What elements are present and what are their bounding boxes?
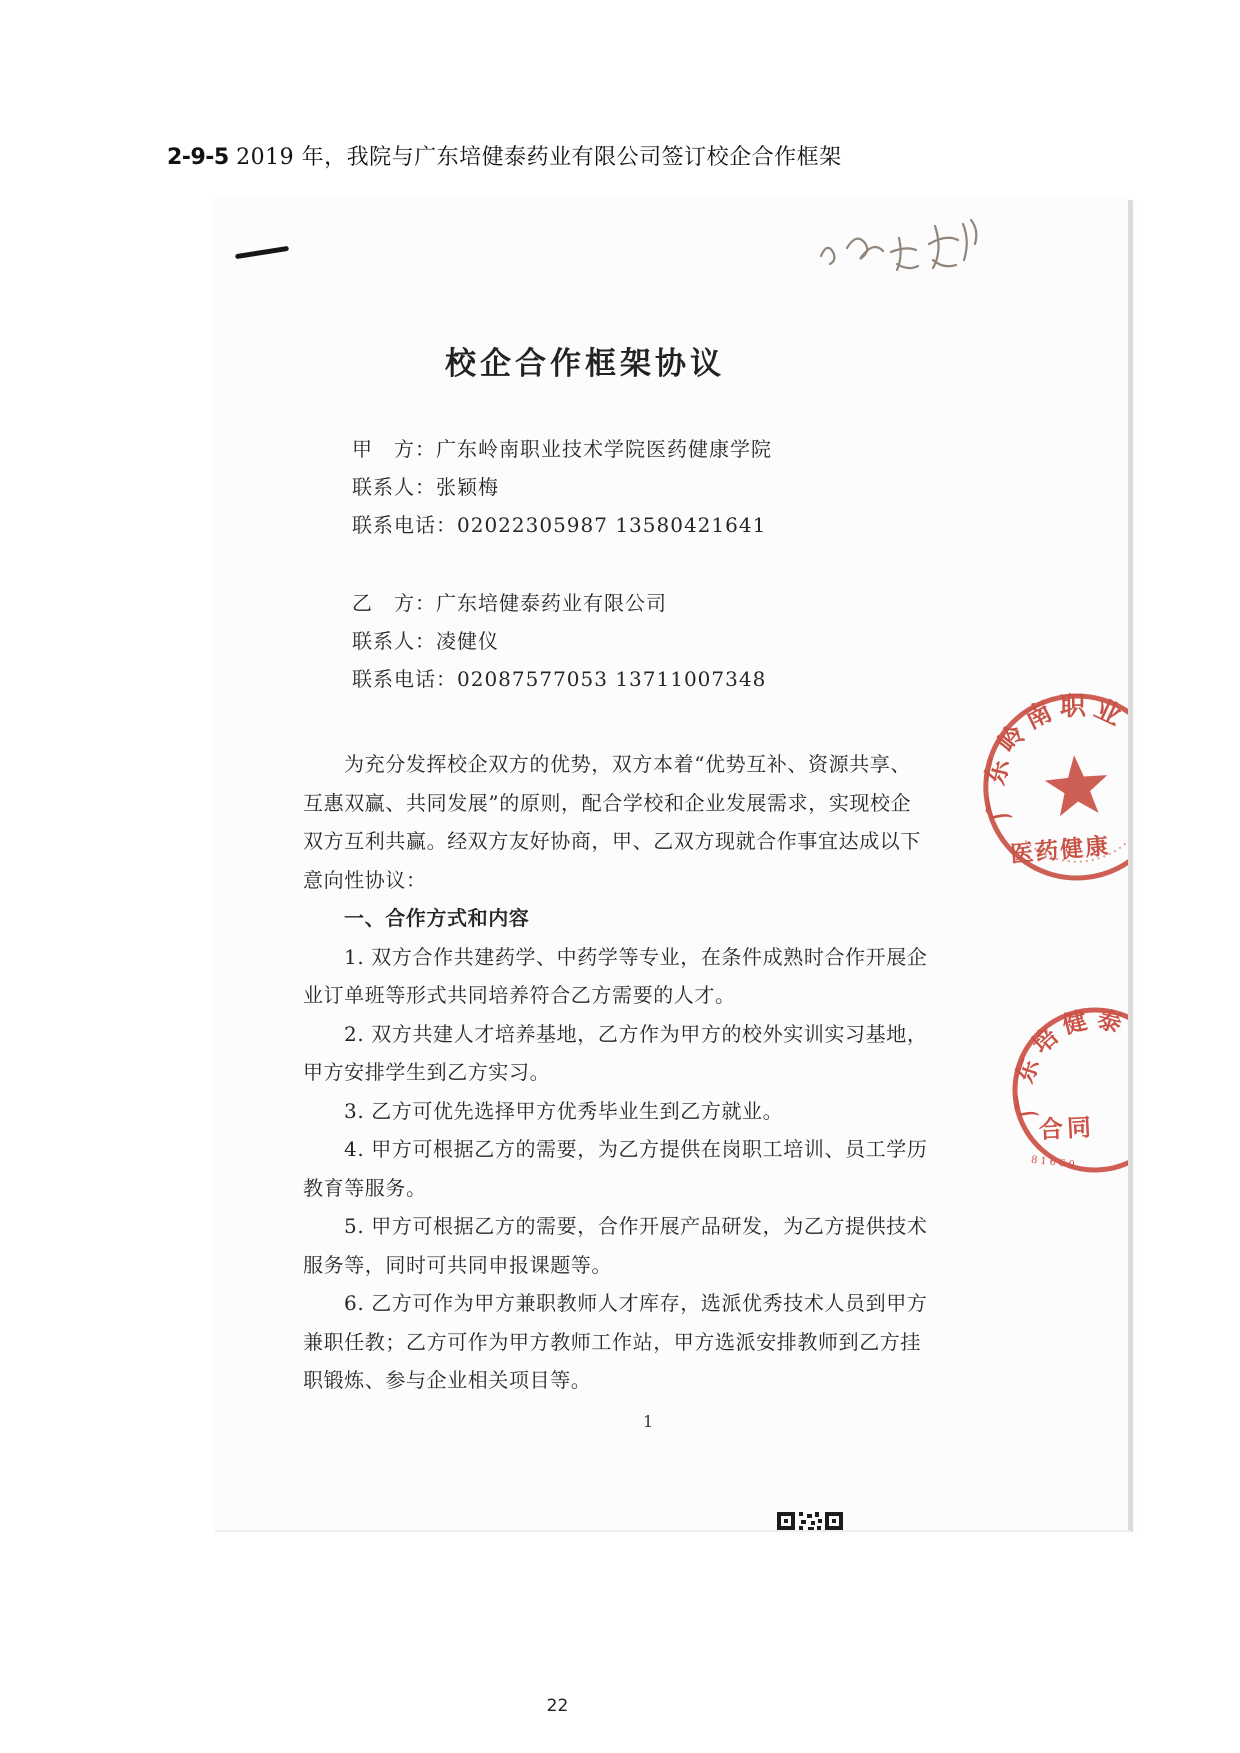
svg-text:广东岭南职业 xyxy=(972,686,1133,824)
doc-line: 3. 乙方可优先选择甲方优秀毕业生到乙方就业。 xyxy=(344,1098,784,1123)
party-line: 乙 方：广东培健泰药业有限公司 xyxy=(352,591,667,615)
svg-text:广东培健泰 xyxy=(1004,1002,1133,1121)
doc-line: 双方互利共赢。经双方友好协商，甲、乙双方现就合作事宜达成以下 xyxy=(303,829,921,853)
doc-line: 职锻炼、参与企业相关项目等。 xyxy=(303,1368,592,1392)
doc-line: 互惠双赢、共同发展”的原则，配合学校和企业发展需求，实现校企 xyxy=(303,790,912,815)
seal-serial-number: 81660 xyxy=(1030,1154,1079,1172)
seal-arc-text: 广东岭南职业 xyxy=(980,691,1132,824)
qr-code-fragment xyxy=(777,1512,843,1532)
star-icon xyxy=(1043,752,1111,817)
doc-line: 兼职任教；乙方可作为甲方教师工作站，甲方选派安排教师到乙方挂 xyxy=(303,1329,921,1354)
doc-line: 5. 甲方可根据乙方的需要，合作开展产品研发，为乙方提供技术 xyxy=(344,1214,928,1238)
doc-title: 校企合作框架协议 xyxy=(445,346,725,382)
party-line: 联系电话：02087577053 13711007348 xyxy=(352,667,767,691)
doc-line: 意向性协议： xyxy=(303,867,427,892)
section-title: 2019 年，我院与广东培健泰药业有限公司签订校企合作框架 xyxy=(228,145,842,170)
doc-line: 教育等服务。 xyxy=(303,1175,427,1200)
doc-line: 一、合作方式和内容 xyxy=(344,906,530,930)
party-b-block xyxy=(352,584,912,698)
doc-line: 1. 双方合作共建药学、中药学等专业，在条件成熟时合作开展企 xyxy=(344,944,928,969)
seal-bottom-text: 医药健康 xyxy=(1009,832,1112,868)
pen-mark xyxy=(235,246,289,259)
doc-body xyxy=(303,745,928,1400)
doc-line: 甲方安排学生到乙方实习。 xyxy=(303,1060,551,1084)
section-heading xyxy=(167,140,842,171)
seal-arc-text: 广东培健泰 xyxy=(1008,1003,1132,1121)
company-seal-stamp xyxy=(1000,990,1133,1189)
footer-page-number: 22 xyxy=(546,1696,569,1716)
doc-line: 服务等，同时可共同申报课题等。 xyxy=(303,1252,612,1277)
section-number: 2-9-5 xyxy=(167,145,229,170)
doc-line: 4. 甲方可根据乙方的需要，为乙方提供在岗职工培训、员工学历 xyxy=(344,1137,928,1161)
party-line: 联系人：张颖梅 xyxy=(352,475,499,499)
scanned-document xyxy=(215,200,1133,1532)
doc-line: 为充分发挥校企双方的优势，双方本着“优势互补、资源共享、 xyxy=(344,752,912,776)
doc-line: 2. 双方共建人才培养基地，乙方作为甲方的校外实训实习基地， xyxy=(344,1021,928,1046)
party-a-block xyxy=(352,430,912,544)
party-line: 甲 方：广东岭南职业技术学院医药健康学院 xyxy=(352,437,772,461)
party-line: 联系人：凌健仪 xyxy=(352,629,499,653)
doc-page-number: 1 xyxy=(643,1412,654,1431)
handwritten-note xyxy=(813,212,983,276)
school-seal-stamp xyxy=(968,676,1133,903)
party-line: 联系电话：02022305987 13580421641 xyxy=(352,513,767,537)
seal-center-text: 合同 xyxy=(1038,1112,1096,1144)
doc-line: 业订单班等形式共同培养符合乙方需要的人才。 xyxy=(303,983,736,1007)
doc-line: 6. 乙方可作为甲方兼职教师人才库存，选派优秀技术人员到甲方 xyxy=(344,1291,928,1315)
